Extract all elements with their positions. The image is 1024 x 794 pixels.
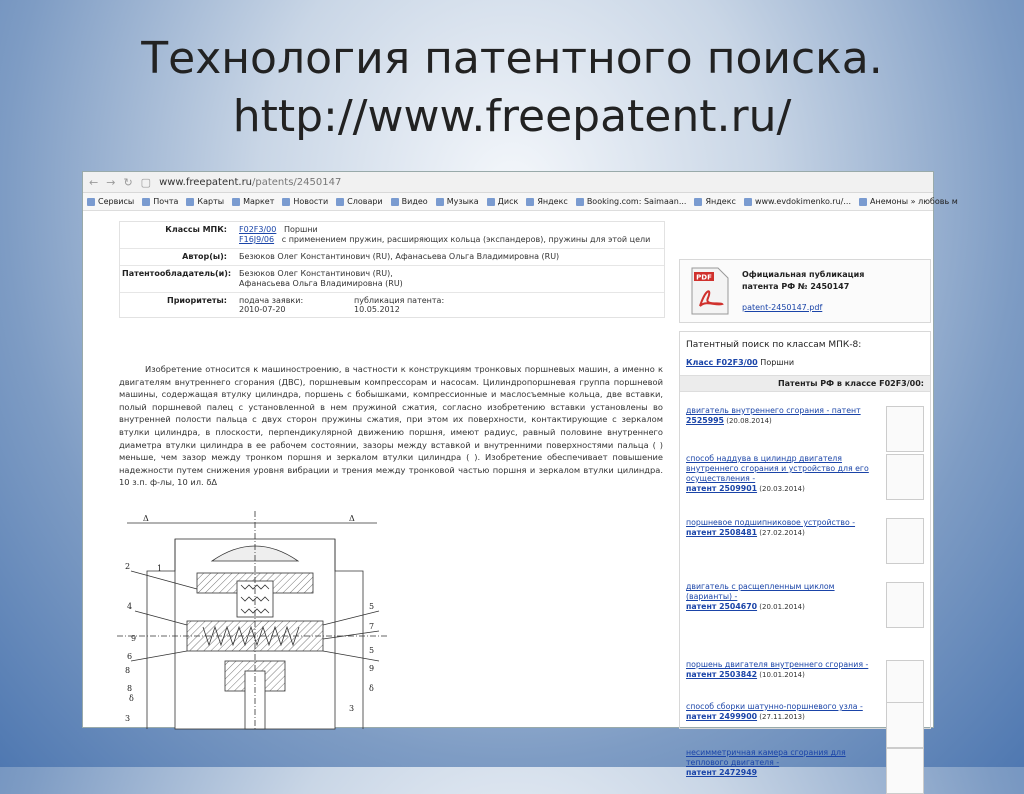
related-patent-title[interactable]: поршень двигателя внутреннего сгорания - [686,660,869,669]
delta-symbols: δΔ [206,477,218,488]
related-patent-item[interactable] [686,582,926,628]
patent-thumbnail[interactable] [886,660,924,706]
drawing-label: 8 [127,684,133,693]
back-icon[interactable]: ← [89,175,99,189]
patent-thumbnail[interactable] [886,406,924,452]
drawing-label: 2 [125,562,131,571]
related-patent-date: (20.03.2014) [757,485,805,493]
bookmark-item[interactable] [744,197,851,206]
drawing-label: δ [369,684,374,693]
related-patent-title[interactable]: двигатель с расщепленным циклом (варианты) - [686,582,835,601]
class-link[interactable]: Класс F02F3/00 [686,358,758,367]
drawing-label: 4 [127,602,133,611]
related-patent-number[interactable]: патент 2508481 [686,528,758,537]
page-content [83,211,933,777]
pub-label: публикация патента: [354,296,445,305]
drawing-label: 7 [369,622,375,631]
drawing-label: Δ [349,514,355,523]
related-patent-date: (20.01.2014) [757,603,805,611]
related-patent-extra[interactable]: патент [829,406,861,415]
patent-thumbnail[interactable] [886,518,924,564]
bookmark-label: Диск [497,197,519,206]
bookmark-item[interactable] [186,197,224,206]
related-patent-date: (20.08.2014) [723,417,772,425]
pdf-title-line2: патента РФ № 2450147 [742,282,850,291]
bookmark-icon [186,198,194,206]
holder-value-1: Безюков Олег Константинович (RU), [239,269,393,278]
bookmark-icon [232,198,240,206]
bookmark-icon [142,198,150,206]
related-patent-number[interactable]: патент 2504670 [686,602,758,611]
slide-title-line1: Технология патентного поиска. [141,33,883,84]
authors-label: Автор(ы): [182,252,227,261]
related-patents-panel [679,331,931,777]
bookmark-item[interactable] [142,197,178,206]
drawing-label: 5 [369,602,375,611]
mpk-label: Классы МПК: [165,225,227,234]
slide-title-line2: http://www.freepatent.ru/ [232,91,792,142]
patent-thumbnail[interactable] [886,454,924,500]
bookmark-label: Booking.com: Saimaan... [586,197,687,206]
url-text[interactable]: www.freepatent.ru/patents/2450147 [159,176,342,188]
bookmark-item[interactable] [87,197,134,206]
drawing-label: δ [129,694,134,703]
drawing-label: 5 [369,646,375,655]
bookmark-icon [694,198,702,206]
authors-value: Безюков Олег Константинович (RU), Афанасьева Ольга Владимировна (RU) [239,252,560,261]
bookmark-label: Видео [401,197,428,206]
pdf-title-line1: Официальная публикация [742,270,865,279]
related-patent-item[interactable] [686,518,926,564]
patent-thumbnail[interactable] [886,748,924,794]
holder-value-2: Афанасьева Ольга Владимировна (RU) [239,279,403,288]
related-patent-number[interactable]: патент 2499900 [686,712,758,721]
class-desc: Поршни [760,358,795,367]
pdf-file-icon[interactable] [690,266,730,316]
bookmark-item[interactable] [436,197,479,206]
drawing-label: 9 [369,664,375,673]
related-patent-number[interactable]: патент 2509901 [686,484,758,493]
filing-date: 2010-07-20 [239,305,286,314]
related-patent-item[interactable] [686,702,926,748]
mpk-desc-2: с применением пружин, расширяющих кольца (экспандеров), пружины для этой цели [281,235,651,244]
abstract-text: Изобретение относится к машиностроению, в частности к конструкциям тронковых поршневых машин, а именно к двигателям внутреннего сгорания (ДВС), поршневым компрессорам и насосам. Цилиндропоршневая группа поршневой машины, содержащая втулку цилиндра, поршень с бобышками, компрессионные и маслосъемные кольца, две вставки, полый поршневой палец с установленной в нем пружиной сжатия, согласно изобретению вставки установлены во внутренней полости пальца с двух сторон пружины сжатия, при этом их поверхности, контактирующие с зеркалом втулки цилиндра, в плоскости, перпендикулярной движению поршня, имеют радиус, равный половине внутреннего диаметра втулки цилиндра в ее рабочем состоянии, зазоры между вставкой и внутренними поверхностями пальца ( ) меньше, чем зазор между тронком поршня и зеркалом втулки цилиндра ( ). Изобретение обеспечивает повышение надежности путем снижения уровня вибрации и трения между тронковой частью поршня и зеркалом втулки цилиндра. 10 з.п. ф-лы, 10 ил. [119,364,663,488]
bookmark-item[interactable] [282,197,328,206]
bookmark-icon [436,198,444,206]
mpk-desc-1: Поршни [284,225,318,234]
bookmark-icon [336,198,344,206]
bookmark-label: Почта [153,197,179,206]
drawing-label: 8 [125,666,131,675]
related-patent-number[interactable]: патент 2503842 [686,670,758,679]
pub-date: 10.05.2012 [354,305,400,314]
bookmark-item[interactable] [859,197,958,206]
address-bar[interactable] [83,172,933,193]
drawing-label: 6 [127,652,133,661]
bookmark-icon [282,198,290,206]
bookmark-item[interactable] [487,197,519,206]
related-patent-number[interactable]: патент 2472949 [686,768,758,777]
bookmark-label: Музыка [446,197,479,206]
browser-screenshot [82,171,958,777]
related-patent-number[interactable]: 2525995 [686,416,724,425]
related-patent-title[interactable]: несимметричная камера сгорания для теплового двигателя - [686,748,846,767]
related-patent-title[interactable]: двигатель внутреннего сгорания - [686,406,830,415]
bookmark-icon [744,198,752,206]
bookmark-icon [487,198,495,206]
bookmark-icon [526,198,534,206]
official-publication-box [679,259,931,323]
forward-icon[interactable]: → [106,175,116,189]
holder-label: Патентообладатель(и): [122,269,232,278]
side-heading: Патентный поиск по классам МПК-8: [686,340,862,350]
bookmark-label: www.evdokimenko.ru/... [754,197,851,206]
bookmark-item[interactable] [576,197,687,206]
bookmark-label: Словари [347,197,383,206]
mpk-code-link-2[interactable]: F16J9/06 [239,235,275,244]
patent-info-table [119,221,665,318]
bookmark-label: Яндекс [537,197,568,206]
patent-thumbnail[interactable] [886,582,924,628]
bookmark-item[interactable] [232,197,274,206]
priority-label: Приоритеты: [167,296,227,305]
related-patent-item[interactable] [686,660,926,706]
related-patent-date: (27.02.2014) [757,529,805,537]
bookmark-label: Маркет [243,197,275,206]
pdf-download-link[interactable]: patent-2450147.pdf [742,303,823,312]
drawing-label: 9 [131,634,137,643]
bookmark-label: Яндекс [705,197,736,206]
bookmark-icon [87,198,95,206]
mpk-code-link-1[interactable]: F02F3/00 [239,225,277,234]
bookmark-item[interactable] [526,197,567,206]
bookmarks-bar [83,193,958,211]
page-icon: ▢ [140,175,152,189]
bookmark-icon [576,198,584,206]
related-patent-date: (27.11.2013) [757,713,805,721]
drawing-label: 3 [349,704,355,713]
related-patent-item[interactable] [686,454,926,500]
side-subheading: Патенты РФ в классе F02F3/00: [680,375,930,392]
related-patent-title[interactable]: поршневое подшипниковое устройство - [686,518,856,527]
bookmark-label: Анемоны » любовь м [870,197,958,206]
patent-abstract [119,363,663,489]
related-patent-title[interactable]: способ наддува в цилиндр двигателя внутреннего сгорания и устройство для его осуществления - [686,454,869,483]
bookmark-item[interactable] [336,197,383,206]
related-patent-item[interactable] [686,406,926,452]
bookmark-label: Карты [197,197,225,206]
drawing-label: 1 [157,564,163,573]
bookmark-item[interactable] [391,197,428,206]
bookmark-item[interactable] [694,197,735,206]
filing-label: подача заявки: [239,296,304,305]
related-patent-title[interactable]: способ сборки шатунно-поршневого узла - [686,702,863,711]
bookmark-label: Новости [293,197,329,206]
bookmark-icon [391,198,399,206]
slide-title [0,30,1024,146]
bookmark-label: Сервисы [98,197,135,206]
related-patent-date: (10.01.2014) [757,671,805,679]
pdf-icon-label: PDF [696,273,712,282]
bookmark-icon [859,198,867,206]
related-patent-item[interactable] [686,748,926,794]
patent-drawing [117,511,387,729]
patent-thumbnail[interactable] [886,702,924,748]
reload-icon[interactable]: ↻ [123,175,133,189]
drawing-label: 3 [125,714,131,723]
drawing-label: Δ [143,514,149,523]
